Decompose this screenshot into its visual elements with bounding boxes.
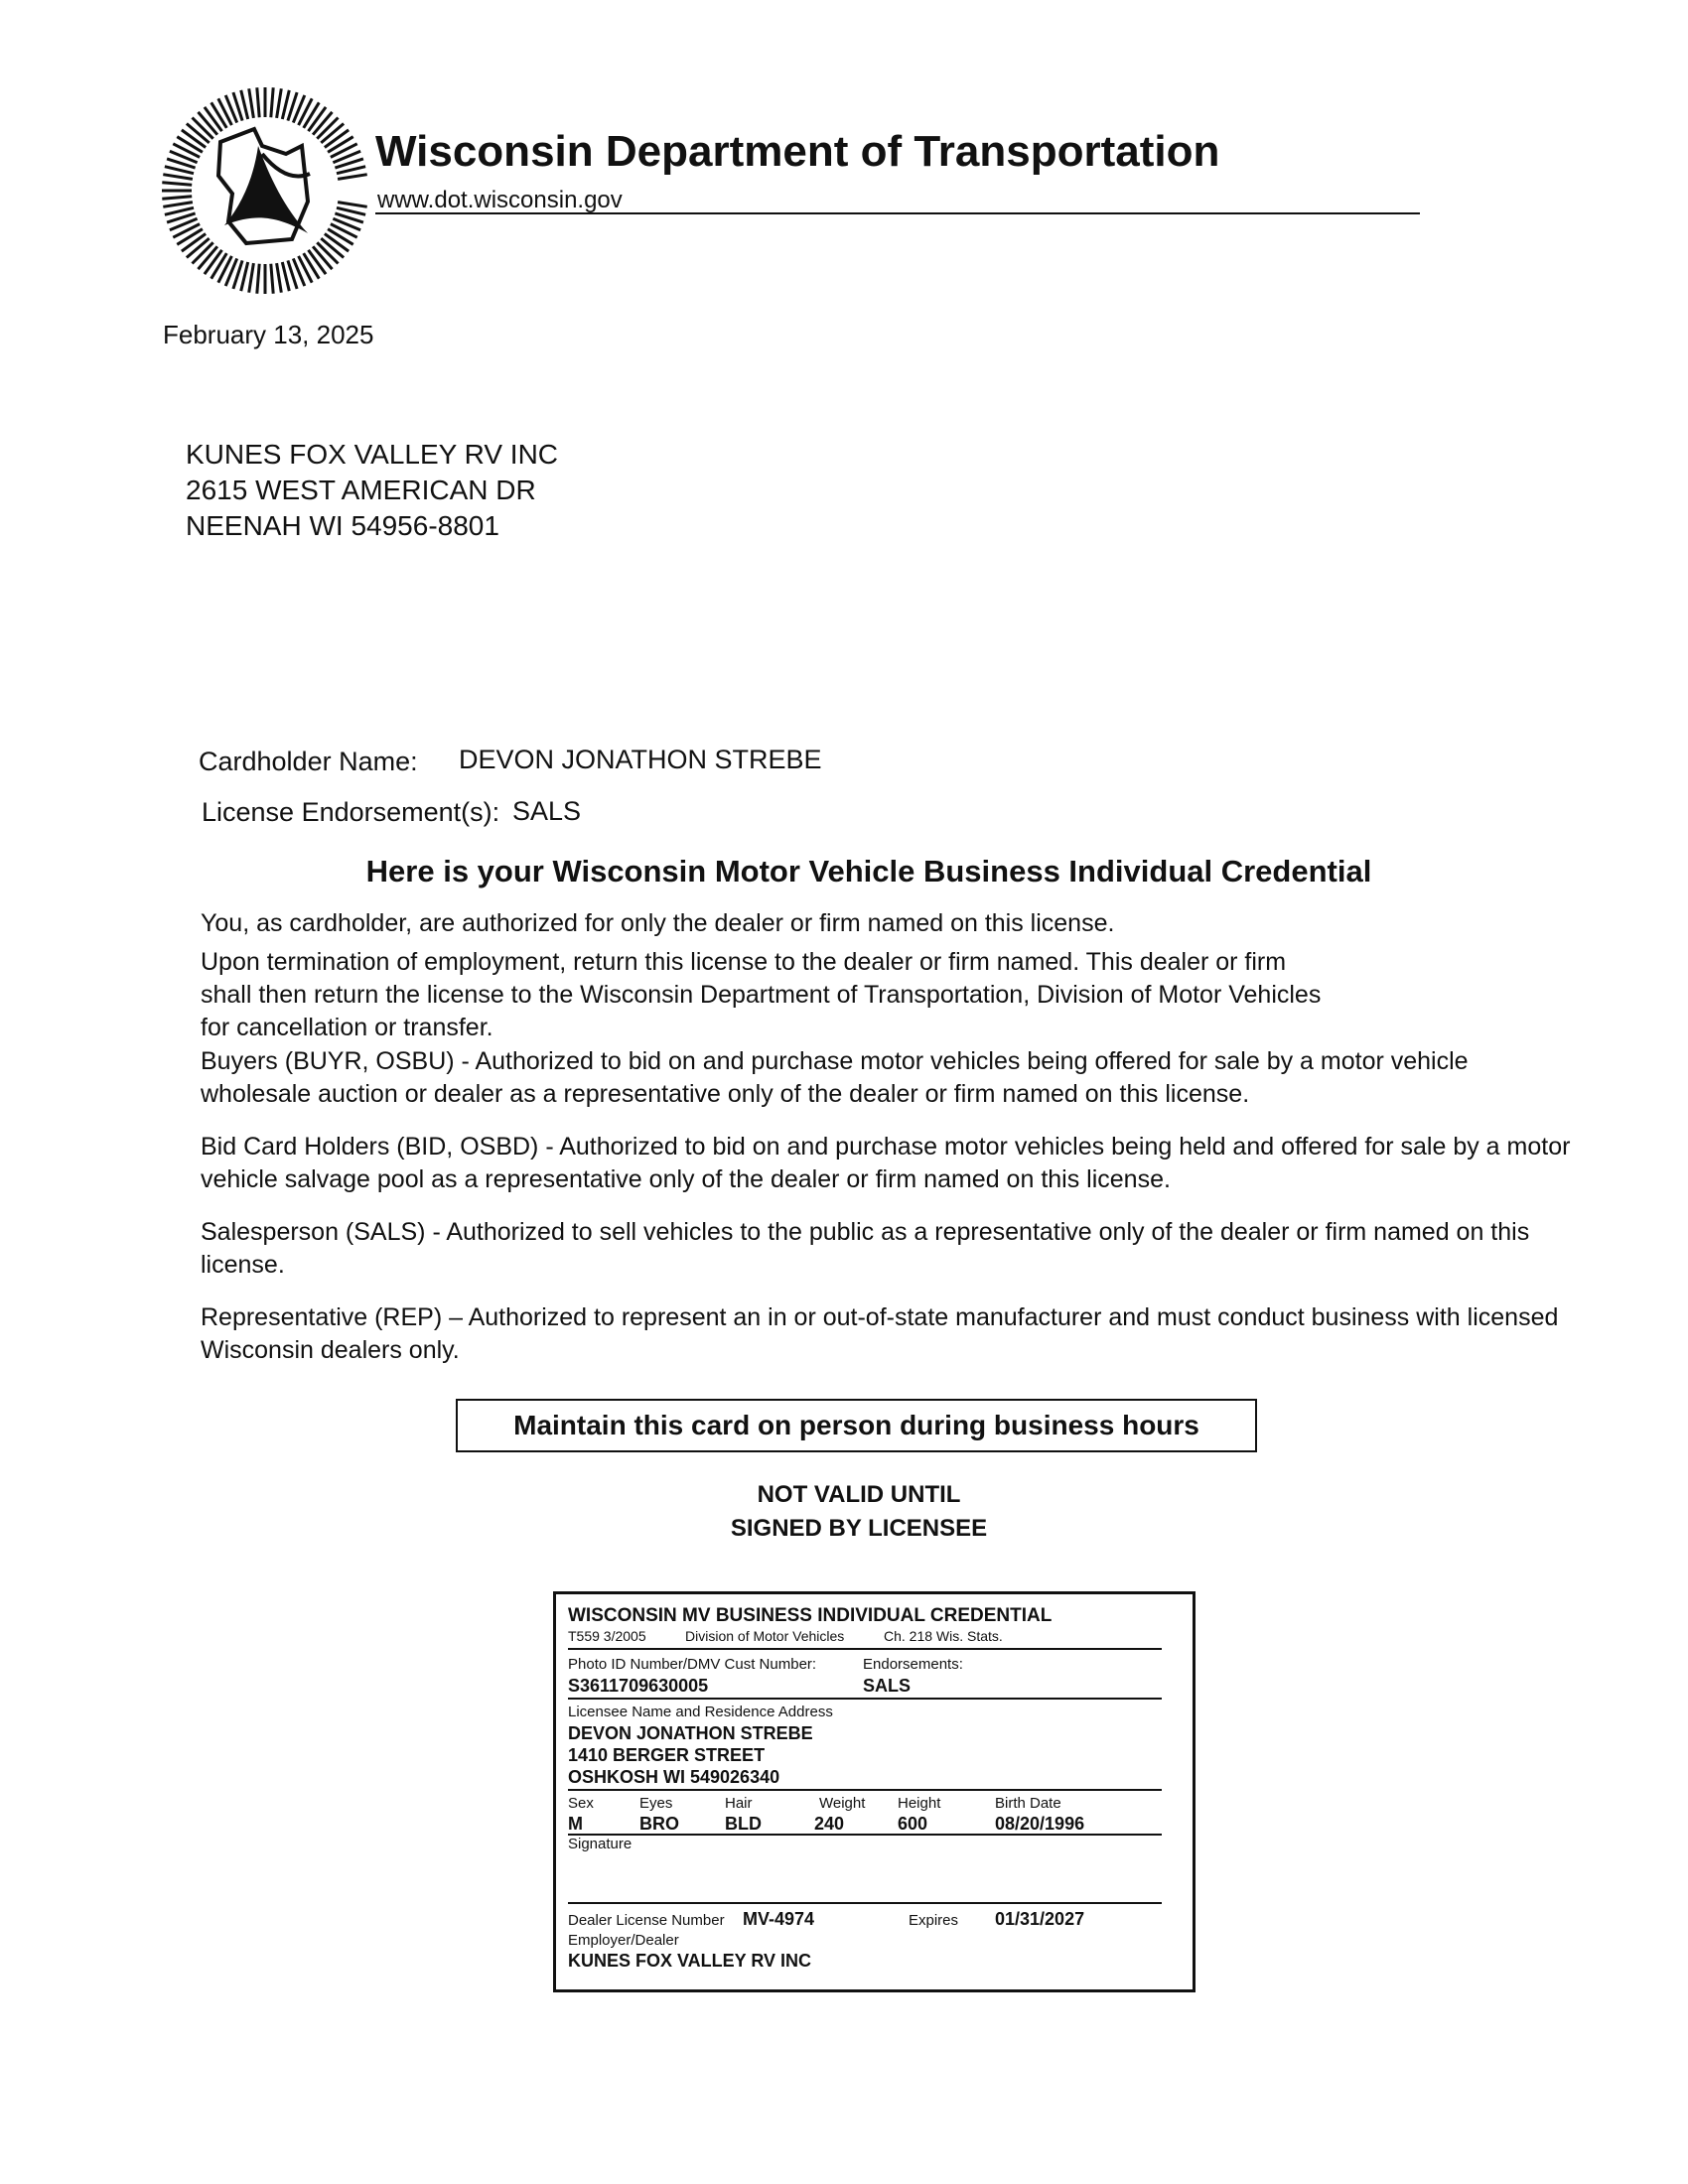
paragraph-termination-line-2: shall then return the license to the Wisconsin Department of Transportation, Division of Motor Vehicles [201,981,1322,1009]
not-valid-line-1: NOT VALID UNTIL [757,1481,961,1508]
logo-ray [271,87,273,117]
logo-ray [304,253,320,279]
height-value: 600 [898,1814,928,1834]
signature-line [568,1902,1162,1904]
logo-ray [257,264,259,294]
logo-ray [162,197,192,199]
credential-card [553,1591,1196,1992]
hair-label: Hair [725,1795,753,1812]
logo-ray [304,102,320,128]
logo-ray [177,229,203,245]
paragraph-authorized: You, as cardholder, are authorized for only the dealer or firm named on this license. [201,909,1115,937]
org-url: www.dot.wisconsin.gov [377,187,623,213]
address-label: Licensee Name and Residence Address [568,1704,833,1720]
paragraph-salesperson: Salesperson (SALS) - Authorized to sell vehicles to the public as a representative only of the dealer or firm named on this license. [201,1218,1530,1279]
dealer-license-label: Dealer License Number [568,1912,725,1929]
card-title: WISCONSIN MV BUSINESS INDIVIDUAL CREDENTIAL [568,1605,1053,1626]
weight-value: 240 [814,1814,845,1834]
card-rule [568,1789,1162,1791]
birth-date-label: Birth Date [995,1795,1061,1812]
signature-label: Signature [568,1836,633,1852]
logo-ray [163,203,193,207]
dealer-license-value: MV-4974 [743,1909,815,1929]
licensee-city: OSHKOSH WI 549026340 [568,1767,780,1787]
eyes-value: BRO [639,1814,679,1834]
endorsements-label: Endorsements: [863,1656,963,1673]
sex-value: M [568,1814,583,1834]
paragraph-bid-card: Bid Card Holders (BID, OSBD) - Authorized to bid on and purchase motor vehicles being held and offered for sale by a motor vehicle salvage pool as a representative only of the dealer or firm named on this license. [201,1133,1571,1193]
endorsements-value: SALS [863,1676,912,1696]
card-rule [568,1648,1162,1650]
licensee-street: 1410 BERGER STREET [568,1745,766,1765]
cardholder-name: DEVON JONATHON STREBE [459,745,822,774]
logo-ray [271,264,273,294]
card-division: Division of Motor Vehicles [685,1628,845,1644]
endorsement-label: License Endorsement(s): [202,797,500,827]
logo-ray [249,263,254,293]
expires-value: 01/31/2027 [995,1909,1085,1929]
logo-ray [338,203,367,207]
paragraph-representative: Representative (REP) – Authorized to represent an in or out-of-state manufacturer and must conduct business with licensed Wisconsin dealers only. [201,1303,1559,1364]
logo-ray [163,175,193,180]
photo-id-label: Photo ID Number/DMV Cust Number: [568,1656,817,1673]
logo-ray [328,137,353,153]
card-statute: Ch. 218 Wis. Stats. [884,1628,1003,1644]
paragraph-termination-line-3: for cancellation or transfer. [201,1014,493,1041]
eyes-label: Eyes [639,1795,673,1812]
recipient-line-3: NEENAH WI 54956-8801 [186,510,499,541]
height-label: Height [898,1795,941,1812]
paragraph-termination-line-1: Upon termination of employment, return this license to the dealer or firm named. This dealer or firm [201,948,1287,976]
employer-value: KUNES FOX VALLEY RV INC [568,1951,812,1971]
expires-label: Expires [909,1912,959,1929]
card-rule [568,1834,1162,1836]
card-rule [568,1698,1162,1700]
paragraph-termination [201,946,1571,1044]
recipient-line-1: KUNES FOX VALLEY RV INC [186,439,559,470]
maintain-notice: Maintain this card on person during business hours [456,1399,1257,1452]
not-valid-line-2: SIGNED BY LICENSEE [730,1515,988,1542]
header-rule [375,212,1420,214]
hair-value: BLD [725,1814,762,1834]
logo-ray [162,183,192,185]
wisdot-logo [159,84,372,298]
letter-date: February 13, 2025 [163,320,374,349]
org-name: Wisconsin Department of Transportation [375,127,1220,176]
logo-ray [257,87,259,117]
logo-ray [277,88,282,118]
logo-ray [211,253,227,279]
cardholder-name-label: Cardholder Name: [199,747,418,776]
logo-ray [177,137,203,153]
logo-ray [277,263,282,293]
paragraph-buyers: Buyers (BUYR, OSBU) - Authorized to bid on and purchase motor vehicles being offered for sale by a motor vehicle wholesale auction or dealer as a representative only of the dealer or firm named on this license. [201,1047,1469,1108]
logo-ray [211,102,227,128]
recipient-line-2: 2615 WEST AMERICAN DR [186,475,536,505]
weight-label: Weight [819,1795,866,1812]
card-form-number: T559 3/2005 [568,1628,646,1644]
logo-ray [249,88,254,118]
logo-ray [328,229,353,245]
licensee-name: DEVON JONATHON STREBE [568,1723,813,1743]
logo-ray [338,175,367,180]
photo-id-value: S3611709630005 [568,1676,709,1696]
sex-label: Sex [568,1795,594,1812]
birth-date-value: 08/20/1996 [995,1814,1085,1834]
endorsement-value: SALS [512,796,582,826]
letter-heading: Here is your Wisconsin Motor Vehicle Business Individual Credential [365,854,1372,888]
employer-label: Employer/Dealer [568,1932,679,1949]
